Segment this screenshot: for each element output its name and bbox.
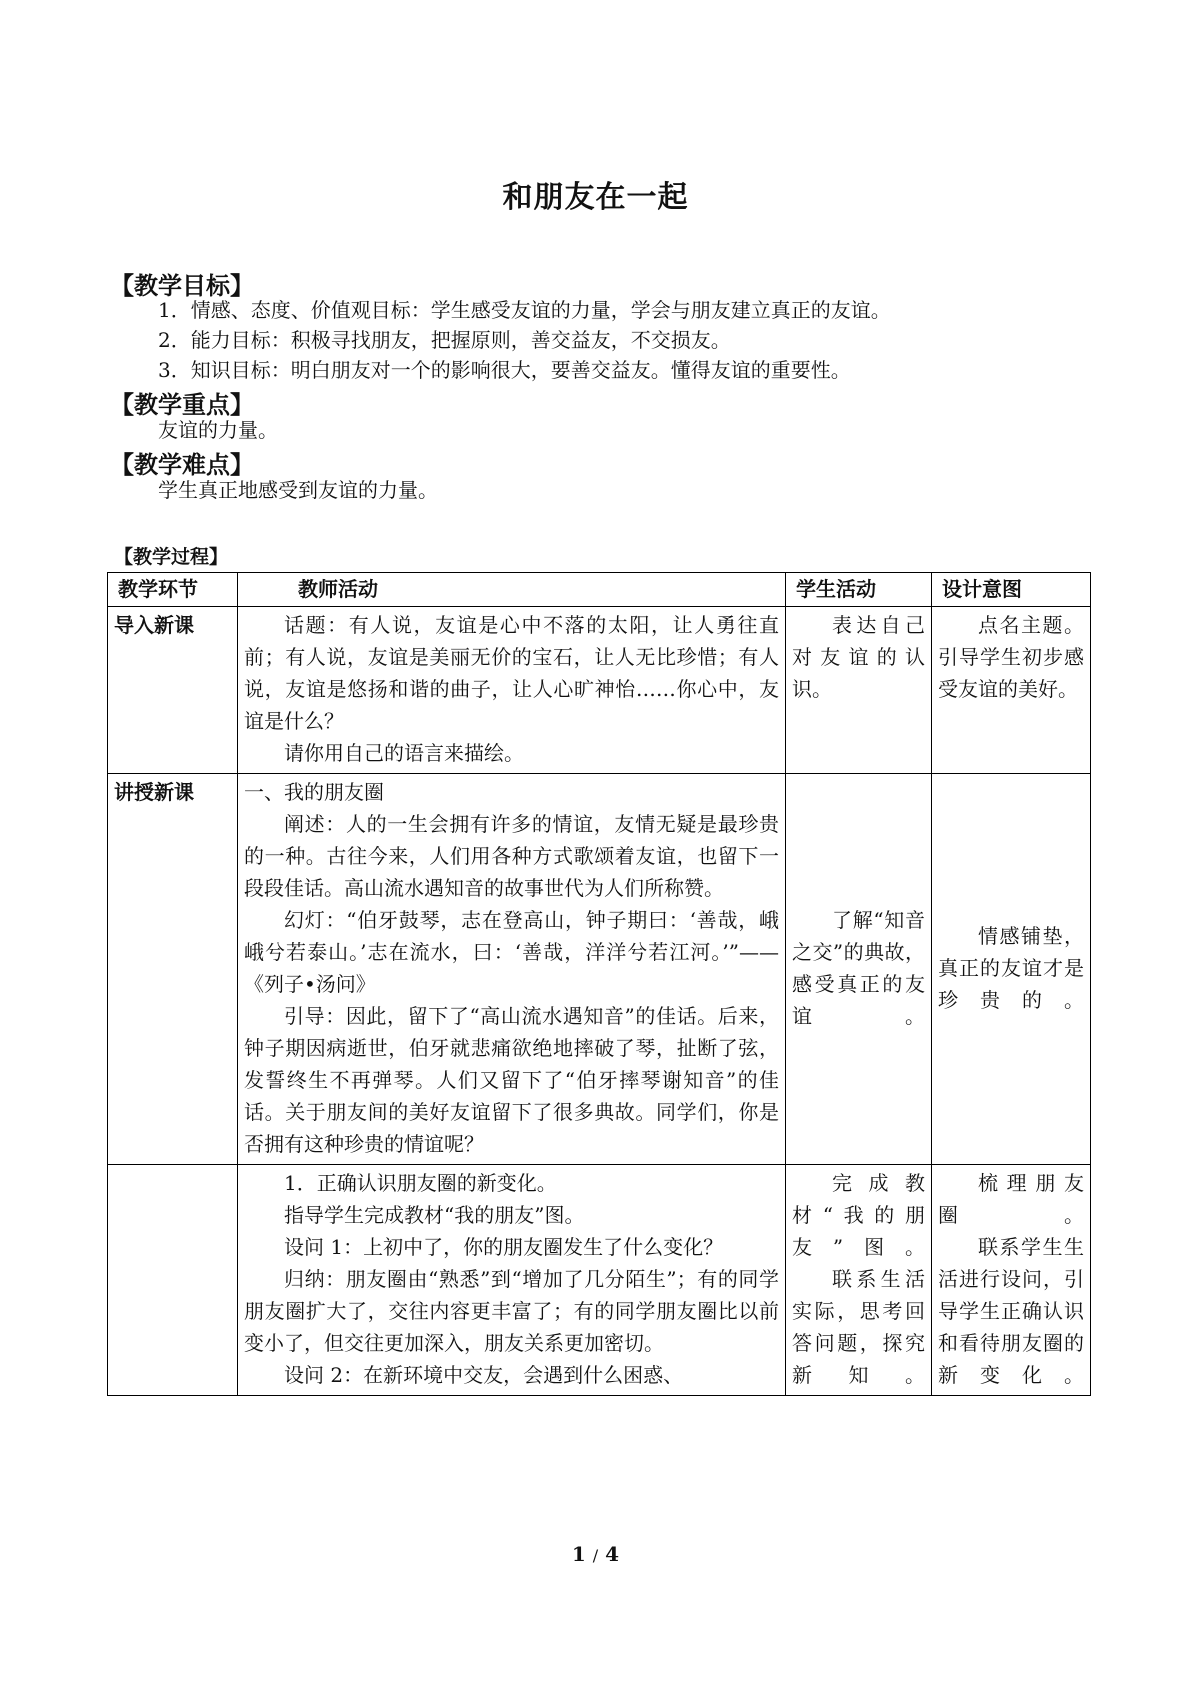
table-header-row <box>108 573 1091 607</box>
page-number <box>0 1542 1191 1566</box>
stage-cell <box>108 1165 238 1396</box>
table-row <box>108 607 1091 774</box>
process-heading: 【教学过程】 <box>114 546 229 568</box>
teacher-paragraph: 设问 1：上初中了，你的朋友圈发生了什么变化？ <box>284 1235 724 1259</box>
page-separator: / <box>592 1546 599 1565</box>
stage-cell: 导入新课 <box>108 607 238 774</box>
teacher-paragraph: 引导：因此，留下了“高山流水遇知音”的佳话。后来，钟子期因病逝世，伯牙就悲痛欲绝地摔破了琴，扯断了弦，发誓终生不再弹琴。人们又留下了“伯牙摔琴谢知音”的佳话。关于朋友间的美好友谊留下了很多典故。同学们，你是否拥有这种珍贵的情谊呢？ <box>244 1004 779 1156</box>
focus-heading: 【教学重点】 <box>110 390 254 419</box>
header-intent: 设计意图 <box>932 573 1091 607</box>
difficulty-text: 学生真正地感受到友谊的力量。 <box>158 478 438 502</box>
teacher-paragraph: 指导学生完成教材“我的朋友”图。 <box>284 1203 585 1227</box>
intent-cell <box>932 1165 1091 1396</box>
table-row <box>108 1165 1091 1396</box>
intent-paragraph: 情感铺垫，真正的友谊才是珍贵的。 <box>938 924 1084 1012</box>
student-paragraph: 完成教材“我的朋友”图。 <box>792 1171 925 1259</box>
stage-cell: 讲授新课 <box>108 774 238 1165</box>
objectives-heading: 【教学目标】 <box>110 271 254 300</box>
teacher-paragraph: 归纳：朋友圈由“熟悉”到“增加了几分陌生”；有的同学朋友圈扩大了，交往内容更丰富了；有的同学朋友圈比以前变小了，但交往更加深入，朋友关系更加密切。 <box>244 1267 779 1355</box>
teacher-paragraph: 阐述：人的一生会拥有许多的情谊，友情无疑是最珍贵的一种。古往今来，人们用各种方式歌颂着友谊，也留下一段段佳话。高山流水遇知音的故事世代为人们所称赞。 <box>244 812 779 900</box>
header-teacher: 教师活动 <box>238 573 786 607</box>
student-paragraph: 了解“知音之交”的典故，感受真正的友谊。 <box>792 908 925 1028</box>
intent-cell <box>932 774 1091 1165</box>
header-student: 学生活动 <box>786 573 932 607</box>
intent-paragraph: 梳理朋友圈。 <box>938 1171 1084 1227</box>
student-cell <box>786 1165 932 1396</box>
student-paragraph: 联系生活实际，思考回答问题，探究新知。 <box>792 1267 925 1387</box>
focus-text: 友谊的力量。 <box>158 418 278 442</box>
process-table <box>107 572 1091 1396</box>
teacher-cell <box>238 1165 786 1396</box>
teacher-cell <box>238 607 786 774</box>
header-stage: 教学环节 <box>108 573 238 607</box>
teacher-paragraph: 1．正确认识朋友圈的新变化。 <box>284 1171 557 1195</box>
objective-2: 2．能力目标：积极寻找朋友，把握原则，善交益友，不交损友。 <box>158 328 731 352</box>
teacher-paragraph: 设问 2：在新环境中交友，会遇到什么困惑、 <box>284 1363 684 1387</box>
teacher-paragraph: 幻灯：“伯牙鼓琴，志在登高山，钟子期曰：‘善哉，峨峨兮若泰山。’志在流水，曰：‘善哉，洋洋兮若江河。’”——《列子•汤问》 <box>244 908 779 996</box>
objective-1: 1．情感、态度、价值观目标：学生感受友谊的力量，学会与朋友建立真正的友谊。 <box>158 298 891 322</box>
intent-paragraph: 联系学生生活进行设问，引导学生正确认识和看待朋友圈的新变化。 <box>938 1235 1084 1387</box>
difficulty-heading: 【教学难点】 <box>110 450 254 479</box>
objective-3: 3．知识目标：明白朋友对一个的影响很大，要善交益友。懂得友谊的重要性。 <box>158 358 851 382</box>
total-pages: 4 <box>605 1542 620 1566</box>
current-page: 1 <box>571 1542 586 1566</box>
student-cell <box>786 607 932 774</box>
teacher-paragraph: 请你用自己的语言来描绘。 <box>284 741 524 765</box>
table-row <box>108 774 1091 1165</box>
teacher-paragraph: 一、我的朋友圈 <box>244 780 384 804</box>
document-title: 和朋友在一起 <box>502 180 689 215</box>
intent-cell <box>932 607 1091 774</box>
teacher-cell <box>238 774 786 1165</box>
student-cell <box>786 774 932 1165</box>
teacher-paragraph: 话题：有人说，友谊是心中不落的太阳，让人勇往直前；有人说，友谊是美丽无价的宝石，让人无比珍惜；有人说，友谊是悠扬和谐的曲子，让人心旷神怡……你心中，友谊是什么？ <box>244 613 779 733</box>
intent-paragraph: 点名主题。引导学生初步感受友谊的美好。 <box>938 613 1084 701</box>
student-paragraph: 表达自己对友谊的认识。 <box>792 613 925 701</box>
